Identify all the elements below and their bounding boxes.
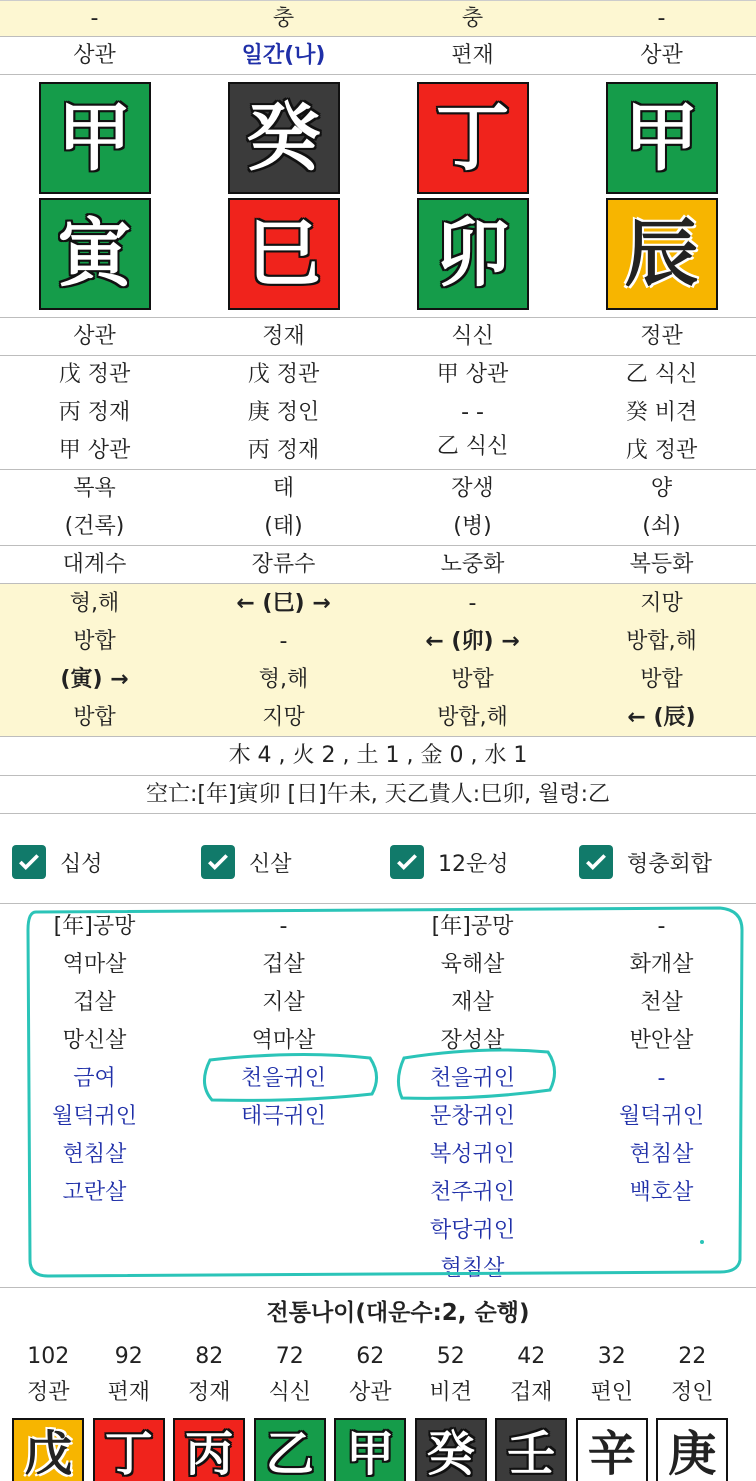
relations bbox=[0, 583, 756, 736]
sinsal-item: 월덕귀인 bbox=[51, 1104, 137, 1129]
relation: 지망 bbox=[640, 591, 683, 616]
daeun-gods bbox=[0, 1376, 756, 1410]
element-counts: 木 4 , 火 2 , 土 1 , 金 0 , 水 1 bbox=[228, 743, 528, 768]
branch-ten-god-4: 정관 bbox=[640, 324, 683, 349]
elements-row bbox=[0, 736, 756, 775]
stem-ten-god-4: 상관 bbox=[640, 43, 683, 68]
hidden-stem: 甲 상관 bbox=[436, 362, 509, 387]
twelve-stage-sub: (쇠) bbox=[642, 514, 681, 539]
branch-ten-god-2: 정재 bbox=[262, 324, 305, 349]
hidden-stem: 庚 정인 bbox=[247, 400, 320, 425]
checkbox-checked-icon[interactable] bbox=[201, 845, 235, 879]
gongmang-row bbox=[0, 775, 756, 814]
checkbox-checked-icon[interactable] bbox=[12, 845, 46, 879]
branch-box-1: 寅 bbox=[39, 198, 151, 310]
sinsal-item: - bbox=[279, 914, 288, 939]
daeun-god: 비견 bbox=[429, 1380, 472, 1405]
relation: ← (巳) → bbox=[236, 591, 331, 616]
sinsal-item: 지살 bbox=[262, 990, 305, 1015]
daeun-age: 22 bbox=[678, 1344, 707, 1369]
sinsal-item: [年]공망 bbox=[431, 914, 514, 939]
daeun-god: 식신 bbox=[268, 1380, 311, 1405]
hidden-stem: 丙 정재 bbox=[247, 438, 320, 463]
daeun-stem-box[interactable]: 辛 bbox=[576, 1418, 648, 1481]
hidden-stem: 戊 정관 bbox=[247, 362, 320, 387]
daeun-god: 정재 bbox=[187, 1380, 231, 1405]
sinsal-item: 겁살 bbox=[73, 990, 116, 1015]
daeun-title: 전통나이(대운수:2, 순행) bbox=[266, 1300, 530, 1326]
sinsal-item: 역마살 bbox=[251, 1028, 316, 1053]
twelve-stage: 장생 bbox=[451, 476, 494, 501]
relation: 방합,해 bbox=[626, 629, 697, 654]
relation: ← (辰) bbox=[627, 705, 696, 730]
daeun-stem-box[interactable]: 戊 bbox=[12, 1418, 84, 1481]
sinsal-section bbox=[0, 903, 756, 1283]
stem-ten-gods-row bbox=[0, 36, 756, 74]
hidden-stem: - - bbox=[461, 400, 484, 425]
toggle-label: 십성 bbox=[60, 851, 103, 877]
sinsal-item: [年]공망 bbox=[53, 914, 136, 939]
branch-ten-gods-row bbox=[0, 317, 756, 355]
daeun-stem-box[interactable]: 壬 bbox=[495, 1418, 567, 1481]
daeun-age: 52 bbox=[436, 1344, 465, 1369]
daeun-god: 편재 bbox=[107, 1380, 150, 1405]
sinsal-item: 고란살 bbox=[62, 1180, 127, 1205]
napeum: 복등화 bbox=[629, 552, 694, 577]
relation: 지망 bbox=[262, 705, 305, 730]
stem-ten-god-3: 편재 bbox=[451, 43, 494, 68]
sinsal-item: 천을귀인 bbox=[240, 1066, 326, 1091]
sinsal-item: 재살 bbox=[451, 990, 494, 1015]
sinsal-item: 백호살 bbox=[629, 1180, 694, 1205]
daeun-stem-box[interactable]: 庚 bbox=[656, 1418, 728, 1481]
sinsal-item: 천살 bbox=[640, 990, 683, 1015]
sinsal-item: 금여 bbox=[73, 1066, 116, 1091]
clash-col-2: 충 bbox=[272, 6, 295, 31]
relation: - bbox=[279, 629, 288, 654]
branch-box-3: 卯 bbox=[417, 198, 529, 310]
stem-ten-god-1: 상관 bbox=[73, 43, 116, 68]
branch-box-2: 巳 bbox=[228, 198, 340, 310]
relation: ← (卯) → bbox=[425, 629, 520, 654]
daeun-stem-box[interactable]: 丁 bbox=[93, 1418, 165, 1481]
sinsal-item: 장성살 bbox=[440, 1028, 505, 1053]
daeun-age: 72 bbox=[275, 1344, 304, 1369]
pillars bbox=[0, 74, 756, 317]
daeun-age: 62 bbox=[356, 1344, 385, 1369]
sinsal-item: 겁살 bbox=[262, 952, 305, 977]
relation: (寅) → bbox=[60, 667, 129, 692]
sinsal-item: 태극귀인 bbox=[240, 1104, 326, 1129]
sinsal-col-4 bbox=[567, 908, 756, 1212]
twelve-stage: 목욕 bbox=[73, 476, 116, 501]
checkbox-checked-icon[interactable] bbox=[390, 845, 424, 879]
sinsal-item: 천을귀인 bbox=[429, 1066, 515, 1091]
clash-row bbox=[0, 0, 756, 36]
daeun-section bbox=[0, 1287, 756, 1481]
napeum-row bbox=[0, 545, 756, 583]
sinsal-item: 육해살 bbox=[440, 952, 505, 977]
hidden-stem: 戊 정관 bbox=[625, 438, 698, 463]
relation: 형,해 bbox=[69, 591, 120, 616]
stem-box-1: 甲 bbox=[39, 82, 151, 194]
stem-box-4: 甲 bbox=[606, 82, 718, 194]
sinsal-item: 월덕귀인 bbox=[618, 1104, 704, 1129]
sinsal-item: 현침살 bbox=[62, 1142, 127, 1167]
day-master-label: 일간(나) bbox=[241, 43, 326, 68]
hidden-stem: 癸 비견 bbox=[625, 400, 698, 425]
relation: - bbox=[468, 591, 477, 616]
branch-ten-god-1: 상관 bbox=[73, 324, 116, 349]
twelve-stage-sub: (태) bbox=[264, 514, 303, 539]
hidden-stem: 戊 정관 bbox=[58, 362, 131, 387]
hidden-stem: 乙 식신 bbox=[625, 362, 698, 387]
hidden-stem: 丙 정재 bbox=[58, 400, 131, 425]
branch-ten-god-3: 식신 bbox=[451, 324, 494, 349]
relation: 방합,해 bbox=[437, 705, 508, 730]
relation: 방합 bbox=[73, 705, 116, 730]
sinsal-item: 반안살 bbox=[629, 1028, 694, 1053]
daeun-god: 편인 bbox=[590, 1380, 633, 1405]
napeum: 장류수 bbox=[251, 552, 316, 577]
daeun-age: 82 bbox=[195, 1344, 224, 1369]
sinsal-item: 복성귀인 bbox=[429, 1142, 515, 1167]
daeun-stem-box[interactable]: 丙 bbox=[173, 1418, 245, 1481]
sinsal-col-2 bbox=[189, 908, 378, 1136]
twelve-stage-sub: (건록) bbox=[64, 514, 125, 539]
sinsal-item: 학당귀인 bbox=[429, 1218, 515, 1243]
branch-box-4: 辰 bbox=[606, 198, 718, 310]
daeun-stem-box[interactable]: 癸 bbox=[415, 1418, 487, 1481]
toggle-row bbox=[0, 820, 756, 904]
relation: 방합 bbox=[640, 667, 683, 692]
twelve-stage-sub: (병) bbox=[453, 514, 492, 539]
clash-col-3: 충 bbox=[461, 6, 484, 31]
toggle-sipseong[interactable] bbox=[0, 845, 189, 879]
gongmang-text: 空亡:[年]寅卯 [日]午未, 天乙貴人:巳卯, 월령:乙 bbox=[145, 782, 611, 807]
daeun-age: 32 bbox=[597, 1344, 626, 1369]
napeum: 노중화 bbox=[440, 552, 505, 577]
sinsal-item: 현침살 bbox=[629, 1142, 694, 1167]
sinsal-item: 현침살 bbox=[440, 1256, 505, 1281]
daeun-age: 42 bbox=[517, 1344, 546, 1369]
hidden-stems bbox=[0, 355, 756, 469]
relation: 형,해 bbox=[258, 667, 309, 692]
sinsal-item: 화개살 bbox=[629, 952, 694, 977]
sinsal-item: 망신살 bbox=[62, 1028, 127, 1053]
napeum: 대계수 bbox=[62, 552, 127, 577]
daeun-god: 겁재 bbox=[509, 1380, 553, 1405]
daeun-god: 상관 bbox=[348, 1380, 392, 1405]
daeun-stem-box[interactable]: 乙 bbox=[254, 1418, 326, 1481]
toggle-label: 신살 bbox=[249, 851, 292, 877]
daeun-ages bbox=[0, 1338, 756, 1376]
daeun-age: 92 bbox=[114, 1344, 143, 1369]
toggle-hyeongchung[interactable] bbox=[567, 845, 756, 879]
sinsal-col-1 bbox=[0, 908, 189, 1212]
clash-col-4: - bbox=[657, 6, 666, 31]
checkbox-checked-icon[interactable] bbox=[579, 845, 613, 879]
clash-col-1: - bbox=[90, 6, 99, 31]
twelve-stages bbox=[0, 469, 756, 545]
daeun-age: 102 bbox=[27, 1344, 70, 1369]
toggle-sinsal[interactable] bbox=[189, 845, 378, 879]
daeun-stem-box[interactable]: 甲 bbox=[334, 1418, 406, 1481]
stem-box-2: 癸 bbox=[228, 82, 340, 194]
sinsal-item: - bbox=[657, 1066, 666, 1091]
daeun-stems bbox=[0, 1418, 756, 1481]
hidden-stem: 乙 식신 bbox=[436, 434, 509, 459]
twelve-stage: 태 bbox=[272, 476, 295, 501]
daeun-god: 정관 bbox=[26, 1380, 70, 1405]
daeun-god: 정인 bbox=[670, 1380, 714, 1405]
toggle-12unseong[interactable] bbox=[378, 845, 567, 879]
toggle-label: 형충회합 bbox=[627, 851, 713, 877]
toggle-label: 12운성 bbox=[438, 851, 509, 877]
sinsal-item: 역마살 bbox=[62, 952, 127, 977]
relation: 방합 bbox=[451, 667, 494, 692]
sinsal-item: 문창귀인 bbox=[429, 1104, 515, 1129]
stem-box-3: 丁 bbox=[417, 82, 529, 194]
twelve-stage: 양 bbox=[650, 476, 673, 501]
sinsal-item: - bbox=[657, 914, 666, 939]
relation: 방합 bbox=[73, 629, 116, 654]
sinsal-col-3 bbox=[378, 908, 567, 1288]
hidden-stem: 甲 상관 bbox=[58, 438, 131, 463]
sinsal-item: 천주귀인 bbox=[429, 1180, 515, 1205]
